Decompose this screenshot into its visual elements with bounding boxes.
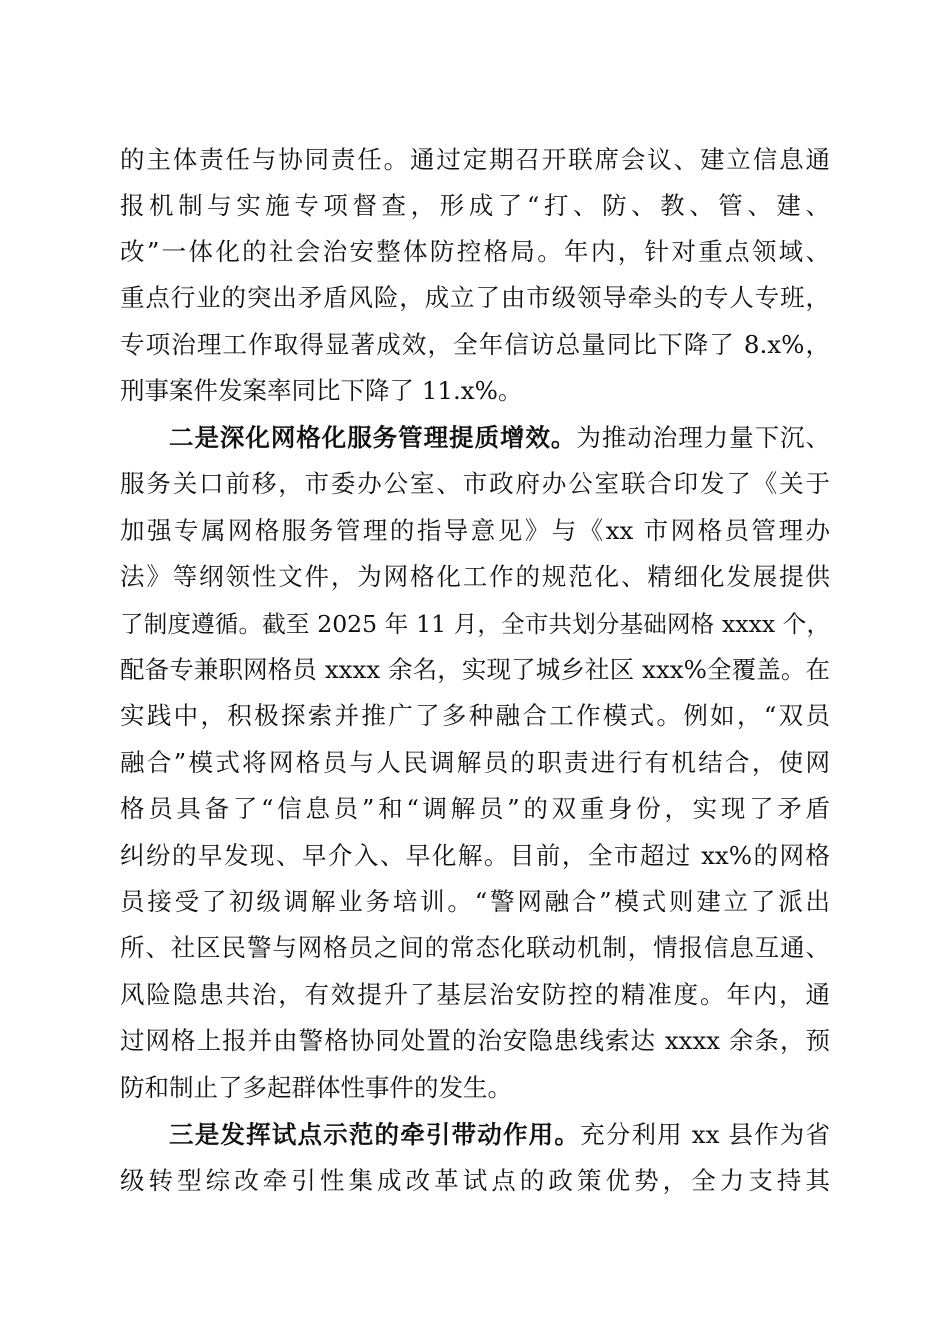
- paragraph-1-line: 专项治理工作取得显著成效，全年信访总量同比下降了 8.x%，: [120, 330, 830, 359]
- paragraph-2-line: 实践中，积极探索并推广了多种融合工作模式。例如，“双员: [120, 701, 830, 730]
- paragraph-2-line: 融合”模式将网格员与人民调解员的职责进行有机结合，使网: [120, 748, 830, 777]
- paragraph-2-line: 了制度遵循。截至 2025 年 11 月，全市共划分基础网格 xxxx 个，: [120, 610, 830, 638]
- paragraph-3-first-line-text: 充分利用 xx 县作为省: [580, 1120, 830, 1149]
- paragraph-2-line: 配备专兼职网格员 xxxx 余名，实现了城乡社区 xxx%全覆盖。在: [120, 655, 830, 684]
- paragraph-3-first-line: [169, 1115, 830, 1155]
- paragraph-2-first-line: [169, 418, 830, 458]
- paragraph-1-line: 报机制与实施专项督查，形成了“打、防、教、管、建、: [120, 191, 830, 220]
- paragraph-2-line: 所、社区民警与网格员之间的常态化联动机制，情报信息互通、: [120, 933, 830, 962]
- paragraph-1-line: 重点行业的突出矛盾风险，成立了由市级领导牵头的专人专班，: [120, 283, 830, 312]
- paragraph-2-line: 服务关口前移，市委办公室、市政府办公室联合印发了《关于: [120, 469, 830, 498]
- paragraph-2-heading: 二是深化网格化服务管理提质增效。: [169, 423, 577, 452]
- paragraph-2-line: 法》等纲领性文件，为网格化工作的规范化、精细化发展提供: [120, 562, 830, 591]
- paragraph-1-line: 刑事案件发案率同比下降了 11.x%。: [120, 376, 523, 405]
- paragraph-2-line: 防和制止了多起群体性事件的发生。: [120, 1073, 512, 1102]
- paragraph-2-line: 风险隐患共治，有效提升了基层治安防控的精准度。年内，通: [120, 980, 830, 1009]
- paragraph-2-first-line-text: 为推动治理力量下沉、: [576, 423, 830, 452]
- paragraph-2-line: 员接受了初级调解业务培训。“警网融合”模式则建立了派出: [120, 887, 830, 916]
- paragraph-3-line: 级转型综改牵引性集成改革试点的政策优势，全力支持其: [120, 1166, 830, 1195]
- paragraph-2-line: 纠纷的早发现、早介入、早化解。目前，全市超过 xx%的网格: [120, 841, 830, 870]
- paragraph-3-heading: 三是发挥试点示范的牵引带动作用。: [169, 1120, 581, 1149]
- paragraph-2-line: 加强专属网格服务管理的指导意见》与《xx 市网格员管理办: [120, 516, 830, 545]
- paragraph-2-line: 格员具备了“信息员”和“调解员”的双重身份，实现了矛盾: [120, 794, 830, 823]
- paragraph-1-line: 改”一体化的社会治安整体防控格局。年内，针对重点领域、: [120, 237, 830, 266]
- paragraph-1-line: 的主体责任与协同责任。通过定期召开联席会议、建立信息通: [120, 145, 830, 174]
- paragraph-2-line: 过网格上报并由警格协同处置的治安隐患线索达 xxxx 余条，预: [120, 1026, 830, 1055]
